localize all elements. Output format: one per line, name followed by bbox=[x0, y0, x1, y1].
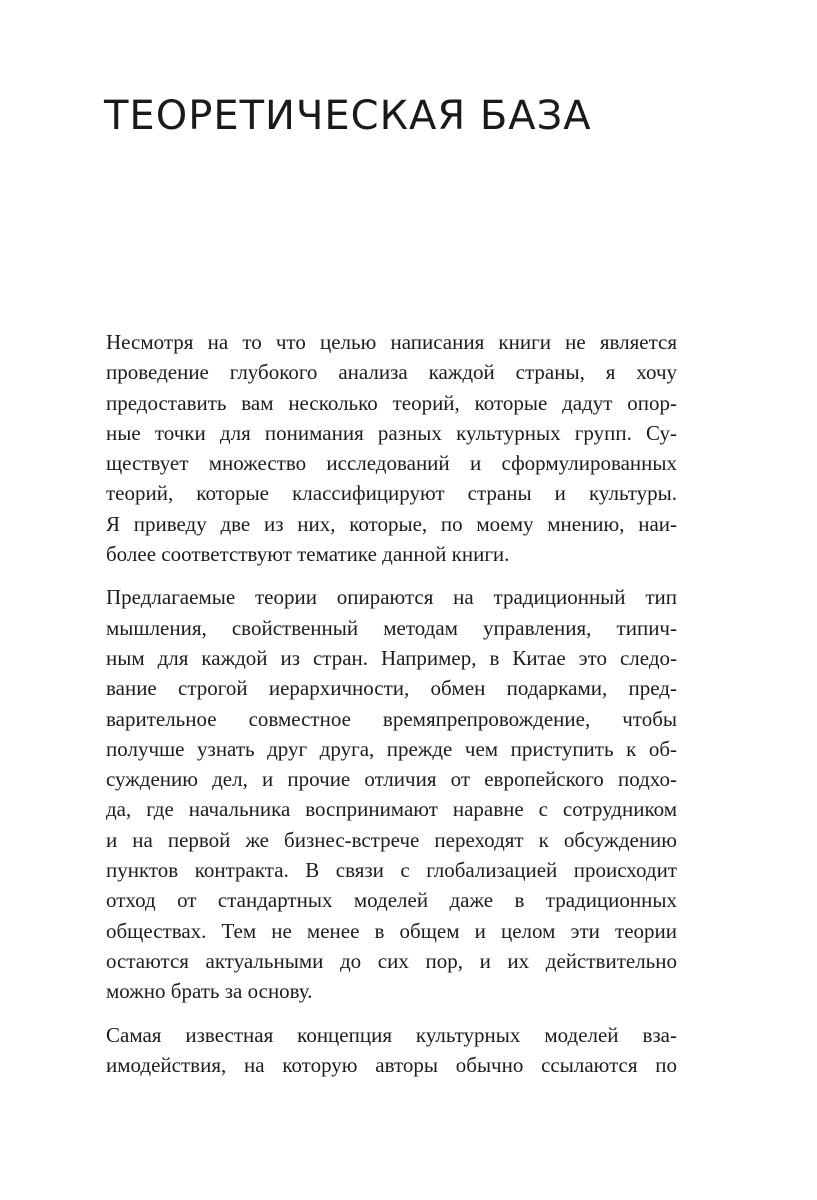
text-line: предоставить вам несколько теорий, которые дадут опор- bbox=[106, 390, 677, 415]
text-line: остаются актуальными до сих пор, и их действительно bbox=[106, 948, 677, 973]
text-line: да, где начальника воспринимают наравне с сотрудником bbox=[106, 797, 677, 822]
text-line: Я приведу две из них, которые, по моему мнению, наи- bbox=[106, 511, 677, 536]
text-line: Самая известная концепция культурных моделей вза- bbox=[106, 1022, 677, 1047]
text-line: суждению дел, и прочие отличия от европейского подхо- bbox=[106, 767, 677, 792]
text-line: мышления, свойственный методам управления, типич- bbox=[106, 615, 677, 640]
text-line: обществах. Тем не менее в общем и целом эти теории bbox=[106, 918, 677, 943]
paragraph-2 bbox=[106, 582, 677, 1006]
text-line: можно брать за основу. bbox=[106, 979, 313, 1004]
text-line: Предлагаемые теории опираются на традиционный тип bbox=[106, 585, 677, 610]
text-line: и на первой же бизнес-встрече переходят к обсуждению bbox=[106, 827, 677, 852]
text-line: вание строгой иерархичности, обмен подарками, пред- bbox=[106, 676, 677, 701]
text-line: пунктов контракта. В связи с глобализацией происходит bbox=[106, 858, 677, 883]
text-line: ным для каждой из стран. Например, в Китае это следо- bbox=[106, 645, 677, 670]
text-line: Несмотря на то что целью написания книги не является bbox=[106, 330, 677, 354]
text-line: отход от стандартных моделей даже в традиционных bbox=[106, 888, 677, 913]
text-line: имодействия, на которую авторы обычно ссылаются по bbox=[106, 1052, 677, 1077]
text-line: варительное совместное времяпрепровождение, чтобы bbox=[106, 706, 677, 731]
paragraph-3 bbox=[106, 1020, 677, 1081]
paragraph-1 bbox=[106, 327, 677, 569]
chapter-title: ТЕОРЕТИЧЕСКАЯ БАЗА bbox=[104, 93, 592, 139]
text-line: получше узнать друг друга, прежде чем приступить к об- bbox=[106, 736, 677, 761]
text-line: более соответствуют тематике данной книги. bbox=[106, 542, 510, 567]
text-line: ществует множество исследований и сформулированных bbox=[106, 451, 677, 476]
text-line: ные точки для понимания разных культурных групп. Су- bbox=[106, 420, 677, 445]
body-text bbox=[106, 327, 677, 1093]
text-line: проведение глубокого анализа каждой страны, я хочу bbox=[106, 360, 677, 385]
text-line: теорий, которые классифицируют страны и культуры. bbox=[106, 481, 677, 506]
